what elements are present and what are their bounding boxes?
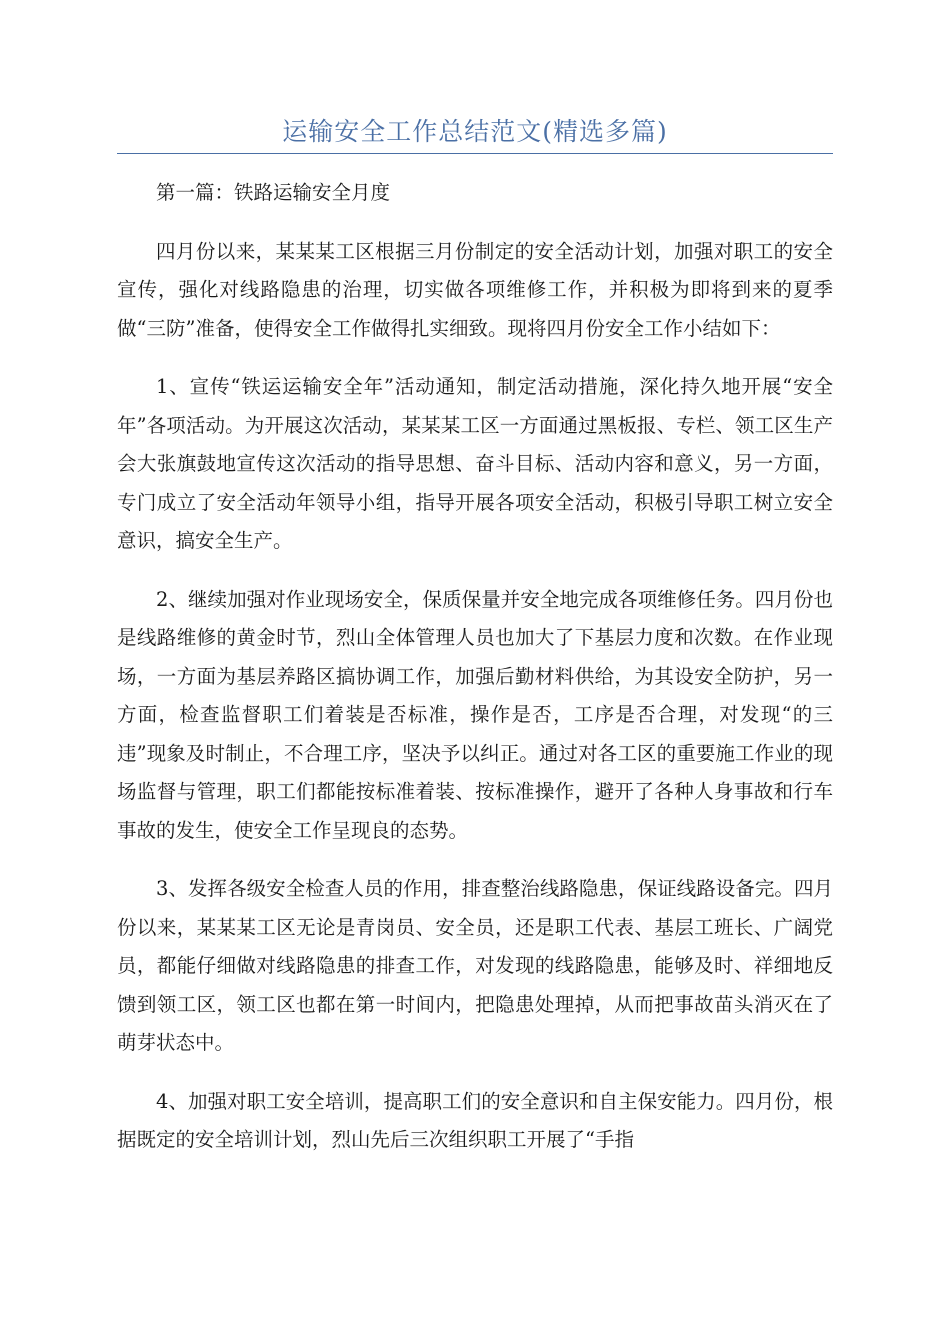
document-title: 运输安全工作总结范文(精选多篇) [282, 117, 668, 146]
document-body [117, 174, 833, 1180]
paragraph: 3、发挥各级安全检查人员的作用，排查整治线路隐患，保证线路设备完。四月份以来，某某某工区无论是青岗员、安全员，还是职工代表、基层工班长、广阔党员，都能仔细做对线路隐患的排查工作，对发现的线路隐患，能够及时、祥细地反馈到领工区，领工区也都在第一时间内，把隐患处理掉，从而把事故苗头消灭在了萌芽状态中。 [117, 877, 833, 1054]
title-underline [117, 153, 833, 154]
paragraph: 2、继续加强对作业现场安全，保质保量并安全地完成各项维修任务。四月份也是线路维修的黄金时节，烈山全体管理人员也加大了下基层力度和次数。在作业现场，一方面为基层养路区搞协调工作，加强后勤材料供给，为其设安全防护，另一方面，检查监督职工们着装是否标准，操作是否，工序是否合理，对发现“的三违”现象及时制止，不合理工序，坚决予以纠正。通过对各工区的重要施工作业的现场监督与管理，职工们都能按标准着装、按标准操作，避开了各种人身事故和行车事故的发生，使安全工作呈现良的态势。 [117, 587, 833, 842]
paragraph: 1、宣传“铁运运输安全年”活动通知，制定活动措施，深化持久地开展“安全年”各项活动。为开展这次活动，某某某工区一方面通过黑板报、专栏、领工区生产会大张旗鼓地宣传这次活动的指导思想、奋斗目标、活动内容和意义，另一方面，专门成立了安全活动年领导小组，指导开展各项安全活动，积极引导职工树立安全意识，搞安全生产。 [117, 375, 833, 552]
section-heading: 第一篇：铁路运输安全月度 [156, 181, 391, 204]
paragraph: 4、加强对职工安全培训，提高职工们的安全意识和自主保安能力。四月份，根据既定的安全培训计划，烈山先后三次组织职工开展了“手指 [117, 1089, 833, 1151]
paragraph: 四月份以来，某某某工区根据三月份制定的安全活动计划，加强对职工的安全宣传，强化对线路隐患的治理，切实做各项维修工作，并积极为即将到来的夏季做“三防”准备，使得安全工作做得扎实细致。现将四月份安全工作小结如下： [117, 239, 833, 340]
